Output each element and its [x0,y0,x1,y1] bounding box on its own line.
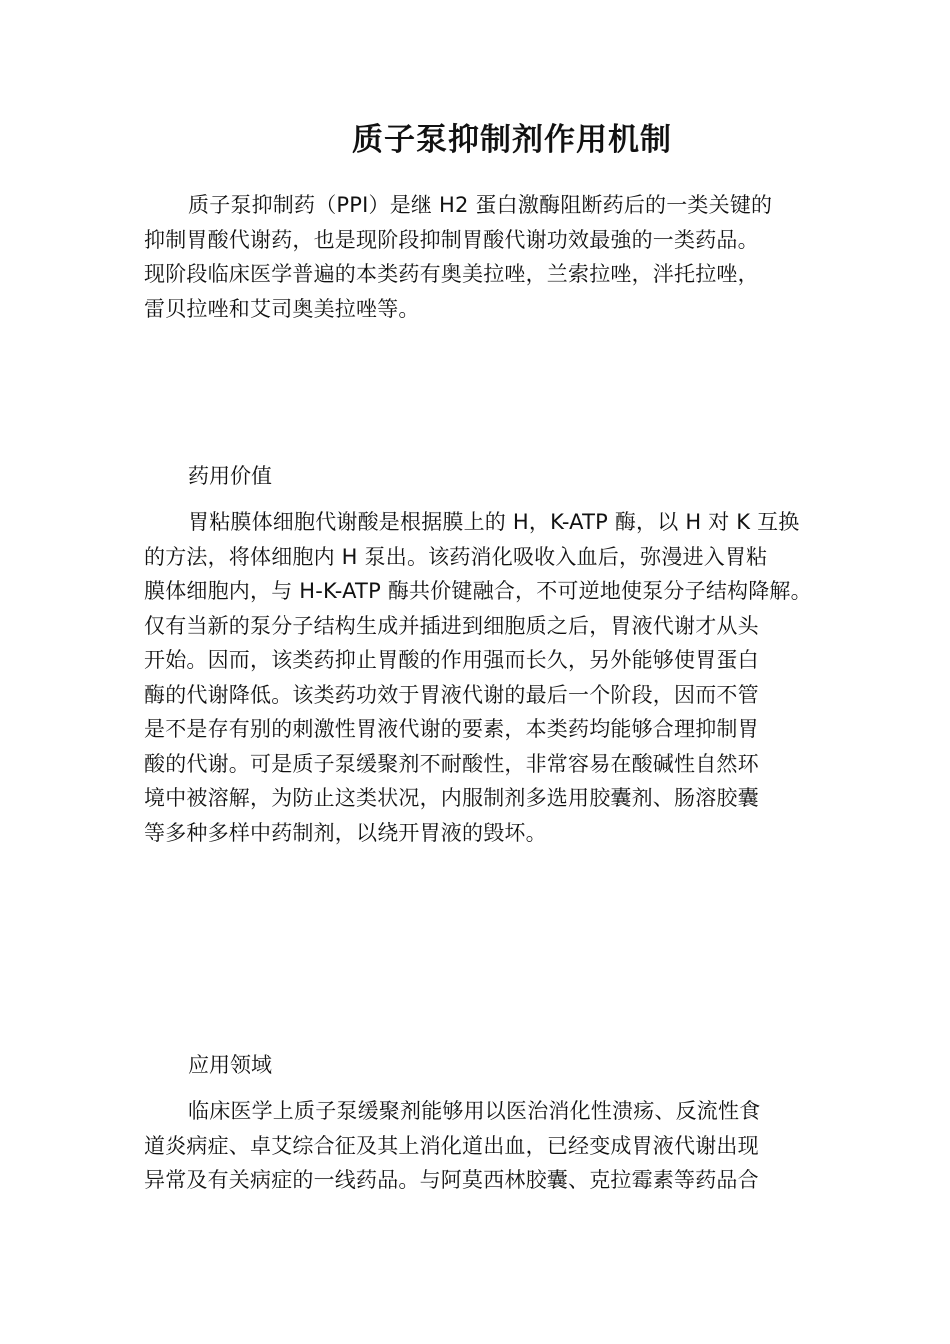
paragraph-line: 酶的代谢降低。该类药功效于胃液代谢的最后一个阶段，因而不管 [144,682,759,707]
paragraph-line: 酸的代谢。可是质子泵缓聚剂不耐酸性，非常容易在酸碱性自然环 [144,751,759,776]
application-field-paragraph [144,1094,814,1198]
paragraph-line: 质子泵抑制药（PPI）是继 H2 蛋白激酶阻断药后的一类关键的 [188,193,773,217]
paragraph-line: 临床医学上质子泵缓聚剂能够用以医治消化性溃疡、反流性食 [188,1099,761,1123]
document-title: 质子泵抑制剂作用机制 [352,122,672,158]
paragraph-line: 异常及有关病症的一线药品。与阿莫西林胶囊、克拉霉素等药品合 [144,1168,759,1192]
paragraph-line: 仅有当新的泵分子结构生成并插进到细胞质之后，胃液代谢才从头 [144,613,759,638]
paragraph-line: 膜体细胞内，与 H-K-ATP 酶共价键融合，不可逆地使泵分子结构降解。 [144,579,812,603]
paragraph-line: 抑制胃酸代谢药，也是现阶段抑制胃酸代谢功效最強的一类药品。 [144,227,759,252]
paragraph-line: 胃粘膜体细胞代谢酸是根据膜上的 H，K-ATP 酶，以 H 对 K 互换 [188,510,800,534]
section-heading-medicinal-value: 药用价值 [188,464,272,488]
paragraph-line: 的方法，将体细胞内 H 泵出。该药消化吸收入血后，弥漫进入胃粘 [144,544,768,569]
paragraph-line: 道炎病症、卓艾综合征及其上消化道出血，已经变成胃液代谢出现 [144,1133,759,1158]
paragraph-line: 现阶段临床医学普遍的本类药有奥美拉唑，兰索拉唑，泮托拉唑， [144,262,759,286]
intro-paragraph [144,188,814,326]
medicinal-value-paragraph [144,505,814,850]
paragraph-line: 等多种多样中药制剂，以绕开胃液的毁坏。 [144,820,547,845]
section-heading-application-field: 应用领域 [188,1053,272,1077]
paragraph-line: 境中被溶解，为防止这类状况，内服制剂多选用胶囊剂、肠溶胶囊 [144,786,759,810]
paragraph-line: 开始。因而，该类药抑止胃酸的作用强而长久，另外能够使胃蛋白 [144,648,759,672]
paragraph-line: 雷贝拉唑和艾司奥美拉唑等。 [144,296,420,321]
paragraph-line: 是不是存有别的刺激性胃液代谢的要素，本类药均能够合理抑制胃 [144,717,759,741]
